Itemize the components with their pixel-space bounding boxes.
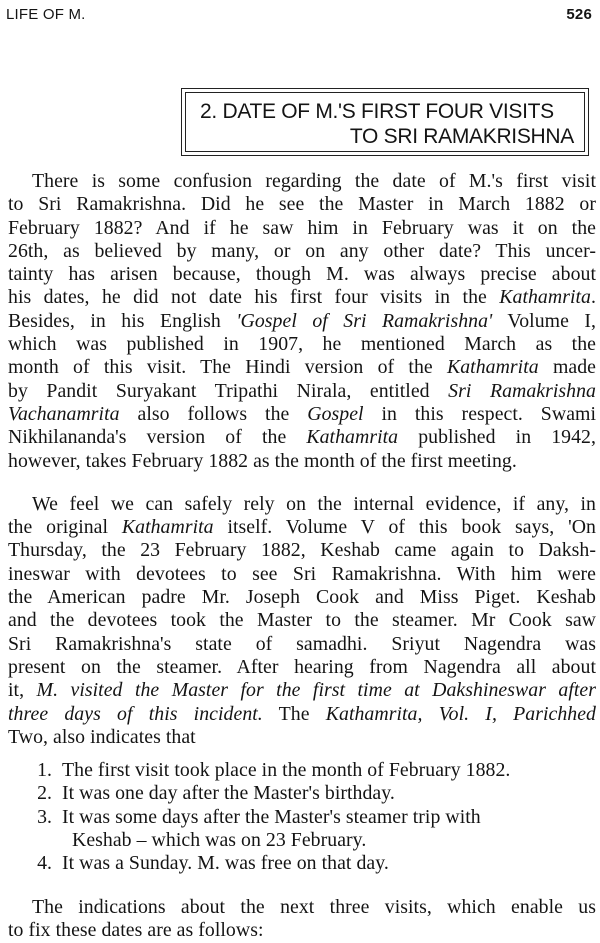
- text-line: it, M. visited the Master for the first time at Dakshineswar after: [8, 679, 596, 702]
- text-line: Two, also indicates that: [8, 725, 196, 748]
- text-line: however, takes February 1882 as the month of the first meeting.: [8, 449, 517, 472]
- text-line: to Sri Ramakrishna. Did he see the Master in March 1882 or: [8, 193, 596, 216]
- text-line: Nikhilananda's version of the Kathamrita published in 1942,: [8, 426, 596, 449]
- chapter-heading-line-1: 2. DATE OF M.'S FIRST FOUR VISITS: [200, 100, 554, 123]
- chapter-heading-box: [185, 92, 585, 152]
- text-line: Thursday, the 23 February 1882, Keshab came again to Daksh-: [8, 539, 596, 562]
- text-line: We feel we can safely rely on the internal evidence, if any, in: [32, 492, 596, 515]
- list-item: [8, 852, 596, 875]
- text-line: and the devotees took the Master to the steamer. Mr Cook saw: [8, 609, 596, 632]
- list-number: 1.: [37, 759, 52, 782]
- list-number: 4.: [37, 852, 52, 875]
- list-text-continuation: Keshab – which was on 23 February.: [72, 829, 367, 852]
- list-text: It was a Sunday. M. was free on that day.: [62, 852, 389, 875]
- text-line: tainty has arisen because, though M. was always precise about: [8, 263, 596, 286]
- paragraph-2: [8, 493, 596, 749]
- text-line: present on the steamer. After hearing from Nagendra all about: [8, 655, 596, 678]
- text-line: ineswar with devotees to see Sri Ramakrishna. With him were: [8, 562, 596, 585]
- paragraph-1: [8, 170, 596, 473]
- text-line: Besides, in his English 'Gospel of Sri Ramakrishna' Volume I,: [8, 309, 596, 332]
- text-line: to fix these dates are as follows:: [8, 918, 264, 941]
- list-item: [8, 782, 596, 805]
- list-text: It was some days after the Master's steamer trip with: [62, 805, 481, 828]
- text-line: by Pandit Suryakant Tripathi Nirala, entitled Sri Ramakrishna: [8, 379, 596, 402]
- list-item: [8, 806, 596, 829]
- running-head: [6, 6, 592, 26]
- list-number: 2.: [37, 782, 52, 805]
- paragraph-3: [8, 896, 596, 943]
- list-item: [8, 759, 596, 782]
- page-number: 526: [566, 6, 592, 23]
- list-number: 3.: [37, 805, 52, 828]
- text-line: There is some confusion regarding the date of M.'s first visit: [32, 170, 596, 192]
- chapter-heading-line-2: TO SRI RAMAKRISHNA: [349, 125, 574, 148]
- list-text: It was one day after the Master's birthday.: [62, 782, 395, 805]
- text-line: February 1882? And if he saw him in February was it on the: [8, 216, 596, 239]
- text-line: month of this visit. The Hindi version of the Kathamrita made: [8, 356, 596, 379]
- book-title: LIFE OF M.: [6, 6, 86, 23]
- text-line: Vachanamrita also follows the Gospel in this respect. Swami: [8, 402, 596, 425]
- text-line: three days of this incident. The Kathamrita, Vol. I, Parichhed: [8, 702, 596, 725]
- text-line: the American padre Mr. Joseph Cook and Miss Piget. Keshab: [8, 586, 596, 609]
- text-line: the original Kathamrita itself. Volume V of this book says, 'On: [8, 516, 596, 539]
- text-line: which was published in 1907, he mentioned March as the: [8, 333, 596, 356]
- numbered-list: [8, 759, 596, 875]
- text-line: his dates, he did not date his first four visits in the Kathamrita.: [8, 286, 596, 309]
- text-line: 26th, as believed by many, or on any other date? This uncer-: [8, 239, 596, 262]
- body-text: [8, 170, 596, 942]
- list-text: The first visit took place in the month of February 1882.: [62, 759, 511, 782]
- text-line: Sri Ramakrishna's state of samadhi. Sriyut Nagendra was: [8, 632, 596, 655]
- text-line: The indications about the next three visits, which enable us: [32, 895, 596, 918]
